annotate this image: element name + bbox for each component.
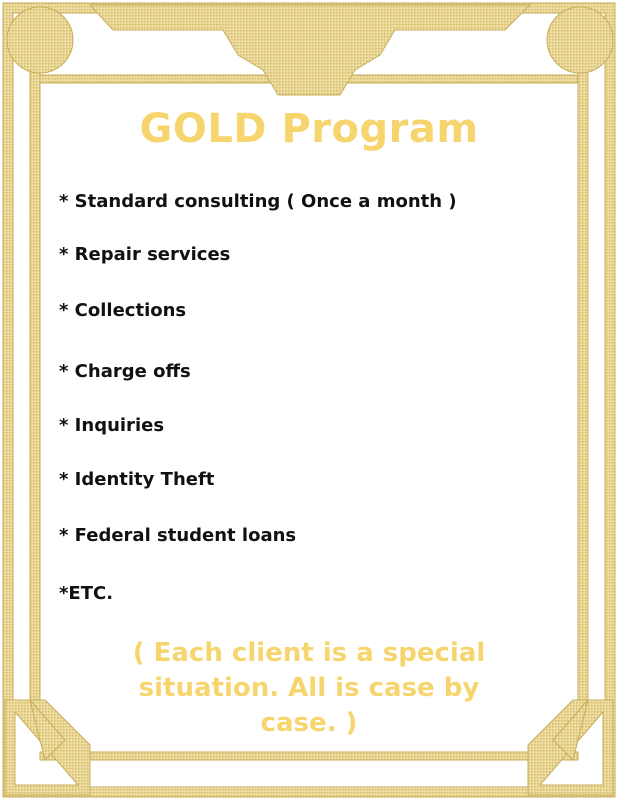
list-item: * Repair services (59, 244, 231, 265)
list-item: * Standard consulting ( Once a month ) (59, 191, 457, 212)
footer-note: ( Each client is a special situation. All is case by case. ) (132, 638, 486, 738)
list-item: * Inquiries (59, 415, 165, 436)
list-item: * Federal student loans (59, 525, 297, 546)
list-item: * Identity Theft (59, 469, 215, 490)
list-item: * Charge offs (59, 361, 191, 382)
list-item: * Collections (59, 300, 187, 321)
program-title: GOLD Program (139, 106, 479, 152)
list-item: *ETC. (59, 583, 114, 604)
